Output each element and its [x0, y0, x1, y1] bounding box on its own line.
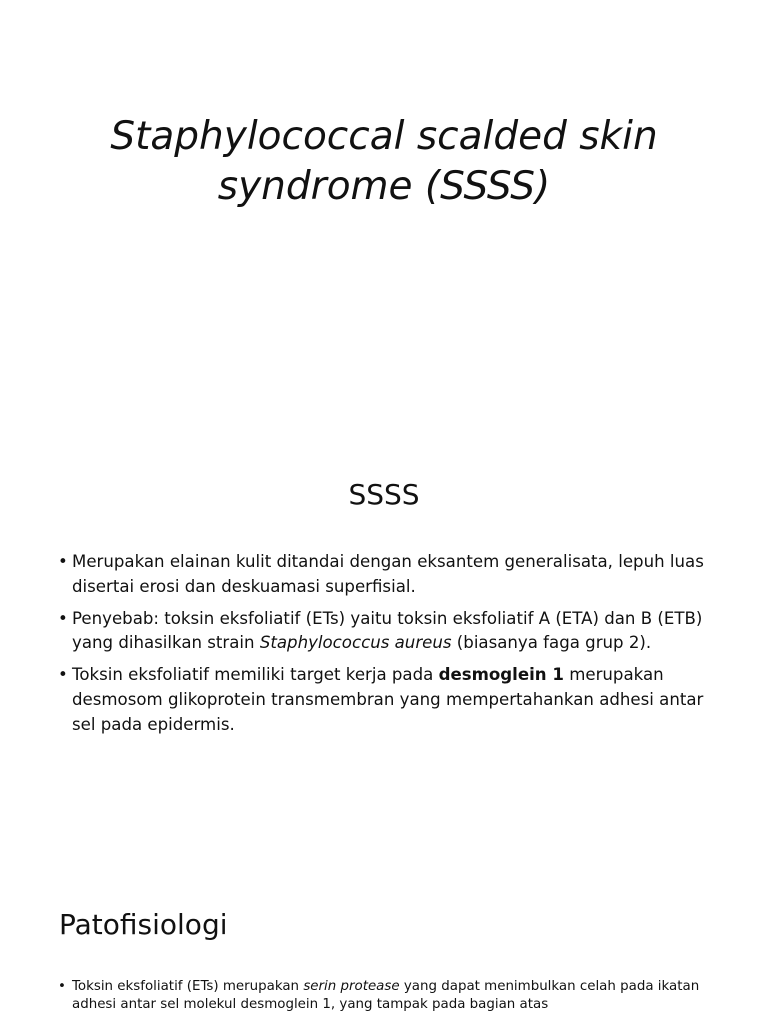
patofisiologi-bullet-list — [58, 978, 724, 1020]
ssss-bullet-list — [58, 550, 724, 745]
slide-title — [0, 0, 768, 432]
bullet-item-definition — [58, 550, 724, 600]
section-title-ssss: SSSS — [348, 478, 420, 511]
slide-patofisiologi — [0, 864, 768, 1024]
bullet-text: (biasanya faga grup 2). — [451, 633, 652, 653]
bullet-item-mechanism — [58, 978, 724, 1013]
bullet-text: Penyebab: toksin eksfoliatif (ETs) yaitu toksin eksfoliatif A (ETA) dan B (ETB) yang dihasilkan strain — [72, 608, 703, 653]
bullet-text: Toksin eksfoliatif (ETs) merupakan — [72, 979, 304, 994]
bullet-text: yang dapat menimbulkan celah pada ikatan adhesi antar sel molekul desmoglein 1, yang tampak pada bagian atas — [72, 979, 700, 1012]
section-title-patofisiologi: Patofisiologi — [59, 908, 228, 941]
bullet-bold-target: desmoglein 1 — [438, 665, 564, 685]
bullet-italic-enzyme: serin protease — [303, 979, 400, 994]
main-title: Staphylococcal scalded skin syndrome (SSSS) — [110, 114, 658, 209]
bullet-item-cause — [58, 607, 724, 657]
bullet-italic-organism: Staphylococcus aureus — [259, 633, 452, 653]
bullet-text: Toksin eksfoliatif memiliki target kerja pada — [72, 665, 439, 685]
bullet-item-target — [58, 663, 724, 737]
bullet-text: Merupakan elainan kulit ditandai dengan eksantem generalisata, lepuh luas disertai erosi dan deskuamasi superfisial. — [72, 552, 704, 596]
bullet-text: merupakan desmosom glikoprotein transmembran yang mempertahankan adhesi antar sel pada epidermis. — [72, 665, 704, 734]
slide-ssss — [0, 432, 768, 864]
